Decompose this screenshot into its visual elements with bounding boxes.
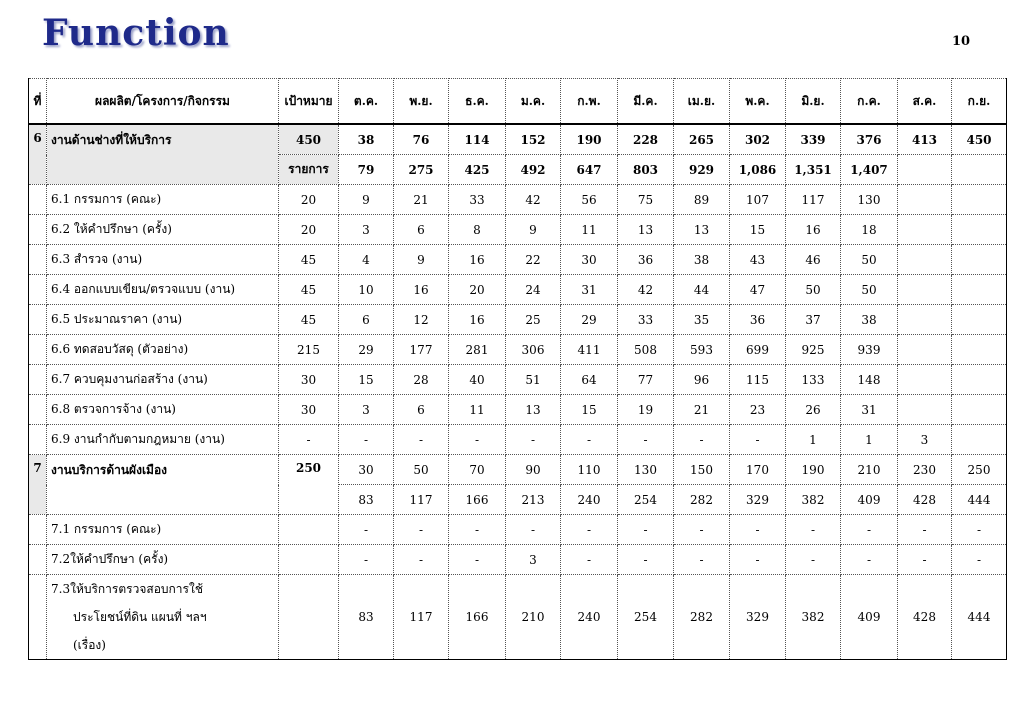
- value-cell: 6: [394, 215, 449, 245]
- value-cell: 35: [674, 305, 730, 335]
- value-cell: 64: [561, 365, 618, 395]
- value-cell: 803: [618, 155, 674, 185]
- value-cell: 152: [506, 124, 561, 155]
- table-row: [29, 395, 1007, 425]
- value-cell: -: [561, 515, 618, 545]
- activity-name: 7.1 กรรมการ (คณะ): [47, 515, 279, 545]
- value-cell: 20: [449, 275, 506, 305]
- section-6-plan-row: [29, 124, 1007, 155]
- value-cell: 409: [841, 485, 898, 515]
- value-cell: [898, 155, 952, 185]
- target-cell: 20: [279, 185, 339, 215]
- activity-name-line: 7.3ให้บริการตรวจสอบการใช้: [51, 582, 203, 596]
- value-cell: -: [449, 515, 506, 545]
- value-cell: 13: [618, 215, 674, 245]
- value-cell: -: [339, 545, 394, 575]
- value-cell: -: [674, 515, 730, 545]
- activity-name: 6.5 ประมาณราคา (งาน): [47, 305, 279, 335]
- value-cell: 75: [618, 185, 674, 215]
- value-cell: 699: [730, 335, 786, 365]
- value-cell: 36: [618, 245, 674, 275]
- value-cell: 33: [449, 185, 506, 215]
- value-cell: 11: [449, 395, 506, 425]
- value-cell: -: [618, 515, 674, 545]
- value-cell: [898, 185, 952, 215]
- value-cell: 15: [730, 215, 786, 245]
- value-cell: 282: [674, 575, 730, 660]
- value-cell: 16: [394, 275, 449, 305]
- value-cell: -: [730, 425, 786, 455]
- value-cell: [952, 155, 1007, 185]
- value-cell: 83: [339, 485, 394, 515]
- value-cell: -: [674, 545, 730, 575]
- value-cell: 213: [506, 485, 561, 515]
- value-cell: 70: [449, 455, 506, 485]
- value-cell: 250: [952, 455, 1007, 485]
- value-cell: -: [841, 545, 898, 575]
- section-7-plan-row: [29, 455, 1007, 485]
- value-cell: 38: [841, 305, 898, 335]
- value-cell: 228: [618, 124, 674, 155]
- value-cell: 1,086: [730, 155, 786, 185]
- value-cell: 1,407: [841, 155, 898, 185]
- blank-cell: [29, 185, 47, 215]
- value-cell: [952, 395, 1007, 425]
- value-cell: 939: [841, 335, 898, 365]
- target-cell: -: [279, 425, 339, 455]
- value-cell: 450: [952, 124, 1007, 155]
- value-cell: [898, 275, 952, 305]
- value-cell: 508: [618, 335, 674, 365]
- value-cell: 24: [506, 275, 561, 305]
- value-cell: 3: [339, 215, 394, 245]
- section-target: 450: [279, 124, 339, 155]
- value-cell: [952, 335, 1007, 365]
- value-cell: 40: [449, 365, 506, 395]
- value-cell: 114: [449, 124, 506, 155]
- header-cell: ส.ค.: [898, 79, 952, 125]
- blank-cell: [29, 425, 47, 455]
- section-number: 6: [29, 124, 47, 185]
- activity-name: 6.9 งานกำกับตามกฎหมาย (งาน): [47, 425, 279, 455]
- value-cell: 13: [674, 215, 730, 245]
- activity-name: [47, 575, 279, 660]
- value-cell: [898, 365, 952, 395]
- activity-name: 6.2 ให้คำปรึกษา (ครั้ง): [47, 215, 279, 245]
- value-cell: 339: [786, 124, 841, 155]
- value-cell: 16: [786, 215, 841, 245]
- value-cell: -: [952, 515, 1007, 545]
- value-cell: -: [561, 425, 618, 455]
- header-cell: ต.ค.: [339, 79, 394, 125]
- value-cell: 77: [618, 365, 674, 395]
- value-cell: [952, 275, 1007, 305]
- value-cell: [898, 395, 952, 425]
- target-cell: 45: [279, 275, 339, 305]
- value-cell: -: [786, 545, 841, 575]
- header-cell: เม.ย.: [674, 79, 730, 125]
- value-cell: -: [618, 545, 674, 575]
- value-cell: 3: [339, 395, 394, 425]
- value-cell: 90: [506, 455, 561, 485]
- value-cell: 3: [506, 545, 561, 575]
- value-cell: 19: [618, 395, 674, 425]
- value-cell: -: [449, 425, 506, 455]
- target-cell: 20: [279, 215, 339, 245]
- value-cell: -: [394, 515, 449, 545]
- value-cell: 96: [674, 365, 730, 395]
- value-cell: [952, 185, 1007, 215]
- value-cell: 115: [730, 365, 786, 395]
- value-cell: 11: [561, 215, 618, 245]
- value-cell: [898, 335, 952, 365]
- value-cell: 1: [786, 425, 841, 455]
- value-cell: 76: [394, 124, 449, 155]
- value-cell: 38: [674, 245, 730, 275]
- value-cell: 329: [730, 575, 786, 660]
- value-cell: 50: [786, 275, 841, 305]
- value-cell: -: [898, 545, 952, 575]
- value-cell: 50: [841, 245, 898, 275]
- header-cell: มี.ค.: [618, 79, 674, 125]
- value-cell: 4: [339, 245, 394, 275]
- header-cell: มิ.ย.: [786, 79, 841, 125]
- section-name: งานบริการด้านผังเมือง: [47, 455, 279, 515]
- table-row: [29, 365, 1007, 395]
- header-cell: ม.ค.: [506, 79, 561, 125]
- blank-cell: [29, 515, 47, 545]
- value-cell: 110: [561, 455, 618, 485]
- value-cell: 42: [618, 275, 674, 305]
- value-cell: -: [339, 425, 394, 455]
- table-row: [29, 335, 1007, 365]
- activity-name: 6.3 สำรวจ (งาน): [47, 245, 279, 275]
- table-header-row: [29, 79, 1007, 125]
- value-cell: 79: [339, 155, 394, 185]
- header-cell: ที่: [29, 79, 47, 125]
- target-cell: 30: [279, 395, 339, 425]
- value-cell: [952, 425, 1007, 455]
- value-cell: 15: [339, 365, 394, 395]
- value-cell: 37: [786, 305, 841, 335]
- value-cell: 647: [561, 155, 618, 185]
- value-cell: -: [506, 425, 561, 455]
- header-cell: พ.ค.: [730, 79, 786, 125]
- value-cell: 376: [841, 124, 898, 155]
- table-row: [29, 275, 1007, 305]
- activity-name: 6.1 กรรมการ (คณะ): [47, 185, 279, 215]
- value-cell: 130: [618, 455, 674, 485]
- value-cell: 30: [339, 455, 394, 485]
- value-cell: 413: [898, 124, 952, 155]
- value-cell: 30: [561, 245, 618, 275]
- value-cell: 33: [618, 305, 674, 335]
- blank-cell: [29, 575, 47, 660]
- value-cell: 929: [674, 155, 730, 185]
- value-cell: 425: [449, 155, 506, 185]
- value-cell: 31: [561, 275, 618, 305]
- value-cell: 43: [730, 245, 786, 275]
- value-cell: [952, 245, 1007, 275]
- page-title: Function: [42, 12, 230, 54]
- value-cell: 210: [506, 575, 561, 660]
- header-cell: พ.ย.: [394, 79, 449, 125]
- target-cell: 45: [279, 245, 339, 275]
- table-row: [29, 245, 1007, 275]
- value-cell: [898, 215, 952, 245]
- activity-name: 6.8 ตรวจการจ้าง (งาน): [47, 395, 279, 425]
- value-cell: 21: [674, 395, 730, 425]
- value-cell: 8: [449, 215, 506, 245]
- blank-cell: [29, 545, 47, 575]
- blank-cell: [29, 395, 47, 425]
- header-cell: เป้าหมาย: [279, 79, 339, 125]
- value-cell: 6: [339, 305, 394, 335]
- table-row: [29, 425, 1007, 455]
- value-cell: 31: [841, 395, 898, 425]
- value-cell: 428: [898, 575, 952, 660]
- header-cell: ผลผลิต/โครงการ/กิจกรรม: [47, 79, 279, 125]
- value-cell: 925: [786, 335, 841, 365]
- activity-name: 6.4 ออกแบบเขียน/ตรวจแบบ (งาน): [47, 275, 279, 305]
- value-cell: -: [561, 545, 618, 575]
- value-cell: [898, 245, 952, 275]
- value-cell: 254: [618, 575, 674, 660]
- activity-name-line: (เรื่อง): [73, 638, 106, 652]
- value-cell: 409: [841, 575, 898, 660]
- value-cell: 26: [786, 395, 841, 425]
- value-cell: 281: [449, 335, 506, 365]
- value-cell: 444: [952, 485, 1007, 515]
- section-name: งานด้านช่างที่ให้บริการ: [47, 124, 279, 185]
- value-cell: 230: [898, 455, 952, 485]
- performance-table: [28, 78, 1007, 660]
- value-cell: 1,351: [786, 155, 841, 185]
- value-cell: 51: [506, 365, 561, 395]
- value-cell: 329: [730, 485, 786, 515]
- header-cell: ก.ย.: [952, 79, 1007, 125]
- value-cell: 306: [506, 335, 561, 365]
- target-cell: [279, 545, 339, 575]
- header-cell: ก.ค.: [841, 79, 898, 125]
- target-cell: 30: [279, 365, 339, 395]
- value-cell: -: [841, 515, 898, 545]
- value-cell: 117: [394, 485, 449, 515]
- value-cell: 428: [898, 485, 952, 515]
- value-cell: [898, 305, 952, 335]
- value-cell: 117: [394, 575, 449, 660]
- blank-cell: [29, 305, 47, 335]
- value-cell: 18: [841, 215, 898, 245]
- value-cell: 50: [394, 455, 449, 485]
- value-cell: 9: [339, 185, 394, 215]
- value-cell: 89: [674, 185, 730, 215]
- value-cell: -: [730, 515, 786, 545]
- value-cell: 13: [506, 395, 561, 425]
- value-cell: 23: [730, 395, 786, 425]
- value-cell: 254: [618, 485, 674, 515]
- value-cell: -: [730, 545, 786, 575]
- value-cell: 9: [394, 245, 449, 275]
- value-cell: 133: [786, 365, 841, 395]
- value-cell: 170: [730, 455, 786, 485]
- activity-name: 6.7 ควบคุมงานก่อสร้าง (งาน): [47, 365, 279, 395]
- value-cell: 282: [674, 485, 730, 515]
- value-cell: 3: [898, 425, 952, 455]
- value-cell: 47: [730, 275, 786, 305]
- value-cell: 29: [339, 335, 394, 365]
- value-cell: 275: [394, 155, 449, 185]
- value-cell: 593: [674, 335, 730, 365]
- value-cell: 302: [730, 124, 786, 155]
- value-cell: [952, 305, 1007, 335]
- blank-cell: [29, 275, 47, 305]
- table-row: [29, 185, 1007, 215]
- section-unit: รายการ: [279, 155, 339, 185]
- blank-cell: [29, 365, 47, 395]
- value-cell: -: [898, 515, 952, 545]
- value-cell: 444: [952, 575, 1007, 660]
- value-cell: -: [506, 515, 561, 545]
- value-cell: [952, 215, 1007, 245]
- value-cell: 29: [561, 305, 618, 335]
- value-cell: -: [394, 545, 449, 575]
- value-cell: 36: [730, 305, 786, 335]
- section-target: 250: [279, 455, 339, 515]
- value-cell: -: [952, 545, 1007, 575]
- value-cell: 56: [561, 185, 618, 215]
- value-cell: 10: [339, 275, 394, 305]
- value-cell: 265: [674, 124, 730, 155]
- value-cell: 177: [394, 335, 449, 365]
- value-cell: -: [786, 515, 841, 545]
- value-cell: -: [449, 545, 506, 575]
- value-cell: 16: [449, 305, 506, 335]
- table-row: [29, 305, 1007, 335]
- value-cell: 107: [730, 185, 786, 215]
- value-cell: 148: [841, 365, 898, 395]
- header-cell: ธ.ค.: [449, 79, 506, 125]
- value-cell: 130: [841, 185, 898, 215]
- section-number: 7: [29, 455, 47, 515]
- value-cell: -: [394, 425, 449, 455]
- value-cell: 150: [674, 455, 730, 485]
- value-cell: -: [618, 425, 674, 455]
- value-cell: 411: [561, 335, 618, 365]
- value-cell: 15: [561, 395, 618, 425]
- target-cell: [279, 515, 339, 545]
- blank-cell: [29, 215, 47, 245]
- value-cell: 117: [786, 185, 841, 215]
- value-cell: 21: [394, 185, 449, 215]
- value-cell: 240: [561, 575, 618, 660]
- target-cell: [279, 575, 339, 660]
- blank-cell: [29, 335, 47, 365]
- value-cell: 492: [506, 155, 561, 185]
- value-cell: 50: [841, 275, 898, 305]
- activity-name-line: ประโยชน์ที่ดิน แผนที่ ฯลฯ: [73, 610, 207, 624]
- value-cell: 240: [561, 485, 618, 515]
- value-cell: 190: [561, 124, 618, 155]
- page-number: 10: [952, 34, 971, 49]
- target-cell: 215: [279, 335, 339, 365]
- value-cell: 210: [841, 455, 898, 485]
- value-cell: 28: [394, 365, 449, 395]
- value-cell: 6: [394, 395, 449, 425]
- table-row: [29, 575, 1007, 660]
- value-cell: 382: [786, 575, 841, 660]
- value-cell: -: [674, 425, 730, 455]
- value-cell: -: [339, 515, 394, 545]
- value-cell: 83: [339, 575, 394, 660]
- value-cell: 22: [506, 245, 561, 275]
- header-cell: ก.พ.: [561, 79, 618, 125]
- value-cell: 166: [449, 575, 506, 660]
- activity-name: 7.2ให้คำปรึกษา (ครั้ง): [47, 545, 279, 575]
- value-cell: 1: [841, 425, 898, 455]
- value-cell: 16: [449, 245, 506, 275]
- value-cell: 12: [394, 305, 449, 335]
- value-cell: 42: [506, 185, 561, 215]
- value-cell: 38: [339, 124, 394, 155]
- blank-cell: [29, 245, 47, 275]
- value-cell: 25: [506, 305, 561, 335]
- value-cell: 9: [506, 215, 561, 245]
- value-cell: 46: [786, 245, 841, 275]
- table-row: [29, 545, 1007, 575]
- table-row: [29, 215, 1007, 245]
- target-cell: 45: [279, 305, 339, 335]
- activity-name: 6.6 ทดสอบวัสดุ (ตัวอย่าง): [47, 335, 279, 365]
- value-cell: 166: [449, 485, 506, 515]
- value-cell: 44: [674, 275, 730, 305]
- value-cell: [952, 365, 1007, 395]
- table-row: [29, 515, 1007, 545]
- value-cell: 382: [786, 485, 841, 515]
- value-cell: 190: [786, 455, 841, 485]
